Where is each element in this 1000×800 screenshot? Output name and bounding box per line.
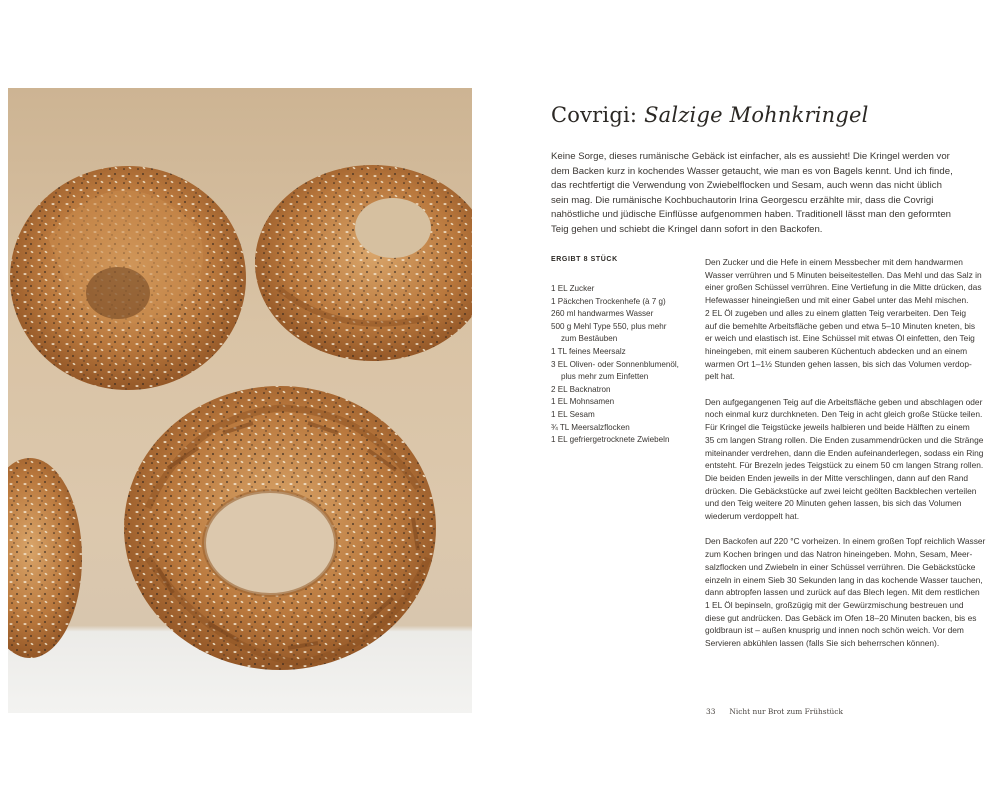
method-line: diese gut andrücken. Das Gebäck im Ofen 18–20 Minuten backen, bis es (705, 612, 977, 623)
recipe-title (551, 103, 971, 127)
ingredient-item: 2 EL Backnatron (551, 384, 611, 394)
method-line: Wasser verrühren und 5 Minuten beiseitestellen. Das Mehl und das Salz in (705, 269, 982, 280)
ingredient-item-continued: plus mehr zum Einfetten (561, 372, 649, 382)
ingredient-item: 260 ml handwarmes Wasser (551, 309, 654, 319)
method-line: goldbraun ist – außen knusprig und innen noch schön weich. Vor dem (705, 625, 964, 636)
page-number: 33 (706, 707, 716, 716)
method-line: drücken. Die Gebäckstücke auf zwei leicht geölten Backblechen verteilen (705, 485, 977, 496)
covrigi-photo-illustration (8, 88, 472, 713)
pretzel-top-left (10, 166, 246, 390)
ingredient-item: 1 EL Mohnsamen (551, 397, 615, 407)
recipe-title-sub: Salzige Mohnkringel (644, 103, 869, 127)
pretzel-top-right (255, 165, 472, 361)
method-line: pelt hat. (705, 371, 735, 382)
method-line: Den Backofen auf 220 °C vorheizen. In einem großen Topf reichlich Wasser (705, 536, 986, 547)
method-line: zum Kochen bringen und das Natron hineingeben. Mohn, Sesam, Meer- (705, 549, 973, 560)
method-line: und den Teig weitere 20 Minuten gehen lassen, bis sich das Volumen (705, 498, 962, 509)
chapter-title: Nicht nur Brot zum Frühstück (729, 707, 843, 716)
page-footer (706, 707, 843, 716)
pretzel-left-edge (8, 458, 82, 658)
method-line: auf die bemehlte Arbeitsfläche geben und etwa 5–10 Minuten kneten, bis (705, 320, 976, 331)
method-line: warmen Ort 1–1½ Stunden gehen lassen, bis sich das Volumen verdop- (705, 358, 972, 369)
ingredient-item: 3 EL Oliven- oder Sonnenblumenöl, (551, 359, 679, 369)
method-line: hineingeben, mit einem sauberen Küchentuch abdecken und an einem (705, 345, 968, 356)
method-steps (705, 256, 986, 662)
method-line: entsteht. Für Brezeln jedes Teigstück zu einem 50 cm langen Strang rollen. (705, 460, 984, 471)
method-line: noch einmal kurz durchkneten. Den Teig in acht gleich große Stücke teilen. (705, 409, 983, 420)
ingredient-item: 1 EL Sesam (551, 409, 595, 419)
ingredient-item: 1 EL gefriergetrocknete Zwiebeln (551, 435, 670, 445)
ingredient-item: 1 EL Zucker (551, 284, 595, 293)
method-line: Den aufgegangenen Teig auf die Arbeitsfläche geben und abschlagen oder (705, 396, 983, 407)
ingredient-list (551, 283, 691, 447)
yield-label: ERGIBT 8 STÜCK (551, 256, 618, 263)
method-paragraph (705, 396, 984, 523)
recipe-intro (551, 150, 971, 237)
method-line: 1 EL Öl bepinseln, großzügig mit der Gewürzmischung bestreuen und (705, 599, 964, 610)
method-line: salzflocken und Zwiebeln in einer Schüssel verrühren. Die Gebäckstücke (705, 561, 976, 572)
method-line: 35 cm langen Strang rollen. Die Enden zusammendrücken und die Stränge (705, 434, 984, 445)
intro-line: dem Backen kurz in kochendes Wasser getaucht, wie man es von Bagels kennt. Und ich finde, (551, 165, 953, 177)
ingredient-item-continued: zum Bestäuben (561, 334, 618, 344)
intro-line: Keine Sorge, dieses rumänische Gebäck ist einfacher, als es aussieht! Die Kringel werden vor (551, 151, 950, 162)
method-line: 2 EL Öl zugeben und alles zu einem glatten Teig verarbeiten. Den Teig (705, 307, 967, 318)
method-line: er weich und elastisch ist. Eine Schüssel mit etwas Öl einfetten, den Teig (705, 333, 975, 344)
recipe-title-main: Covrigi: (551, 103, 638, 127)
ingredient-item: ¾ TL Meersalzflocken (551, 422, 630, 432)
method-line: Die beiden Enden jeweils in der Mitte verschlingen, dann auf den Rand (705, 472, 969, 483)
method-line: dann abtropfen lassen und zurück auf das Blech legen. Mit dem restlichen (705, 587, 980, 598)
ingredient-item: 1 Päckchen Trockenhefe (à 7 g) (551, 296, 666, 306)
method-line: einer großen Schüssel verrühren. Eine Vertiefung in die Mitte drücken, das (705, 282, 982, 293)
method-line: Hefewasser hineingießen und mit einer Gabel unter das Mehl mischen. (705, 295, 969, 306)
intro-line: Teig gehen und schiebt die Kringel dann sofort in den Backofen. (551, 223, 823, 235)
intro-line: das rechtfertigt die Verwendung von Zwiebelflocken und Sesam, auch wenn das nicht üblich (551, 180, 942, 191)
ingredient-item: 1 TL feines Meersalz (551, 346, 626, 356)
pretzel-photo (8, 88, 472, 713)
method-line: wiederum verdoppelt hat. (705, 511, 800, 522)
method-line: Den Zucker und die Hefe in einem Messbecher mit dem handwarmen (705, 257, 963, 267)
method-paragraph (705, 535, 986, 649)
method-line: Für Kringel die Teigstücke jeweils halbieren und beide Hälften zu einem (705, 422, 970, 433)
method-line: Servieren abkühlen lassen (falls Sie sich beherrschen können). (705, 638, 940, 649)
method-line: miteinander verdrehen, dann die Enden aufeinanderlegen, sodass ein Ring (705, 447, 984, 458)
covrigi-ring (124, 386, 436, 670)
intro-line: sein mag. Die rumänische Kochbuchautorin Irina Georgescu erzählte mir, dass die Covrigi (551, 194, 934, 206)
ingredient-item: 500 g Mehl Type 550, plus mehr (551, 321, 667, 331)
intro-line: nahöstliche und jüdische Einflüsse aufgenommen haben. Traditionell lässt man den geformten (551, 209, 951, 220)
method-line: einzeln in einem Sieb 30 Sekunden lang in das kochende Wasser tauchen, (705, 574, 983, 585)
method-paragraph (705, 256, 982, 383)
